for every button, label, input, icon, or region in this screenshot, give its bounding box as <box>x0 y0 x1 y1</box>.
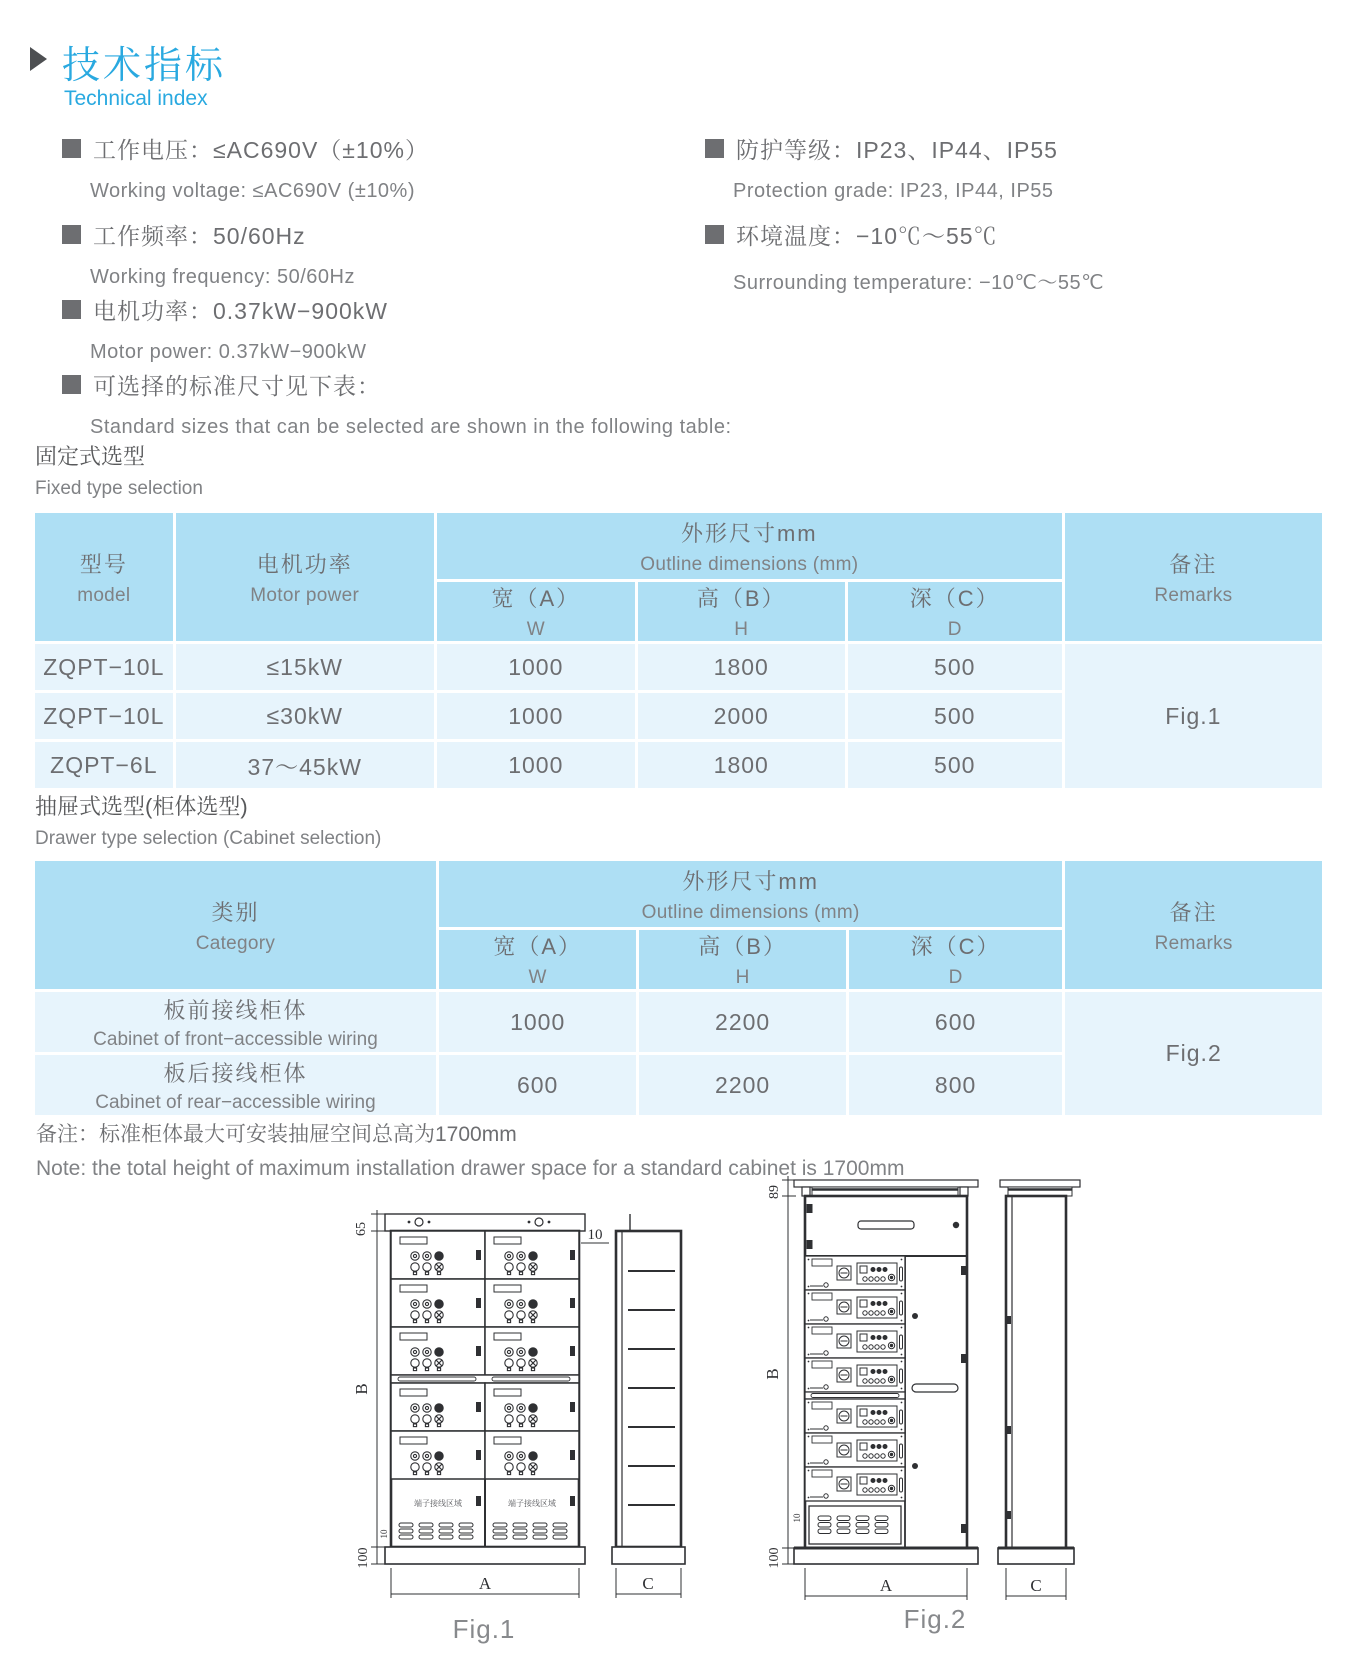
spec-zh: 电机功率：0.37kW−900kW <box>93 298 388 324</box>
fig1-dim-B: B <box>352 1383 371 1395</box>
note-en: Note: the total height of maximum installation drawer space for a standard cabinet is 1700mm <box>36 1157 905 1180</box>
arrow-icon <box>30 47 47 71</box>
spec-intro <box>62 368 732 439</box>
page-title: 技术指标 <box>62 45 227 87</box>
fig1-side-view <box>612 1214 685 1564</box>
fig2-caption: Fig.2 <box>903 1604 967 1634</box>
drawer-type-table <box>32 858 1325 1118</box>
spec-working-voltage <box>62 132 429 203</box>
spec-zh: 防护等级：IP23、IP44、IP55 <box>736 137 1058 163</box>
section-title-en: Drawer type selection (Cabinet selection) <box>35 828 382 849</box>
fig1-caption: Fig.1 <box>452 1614 516 1644</box>
cell-depth: 800 <box>849 1055 1063 1115</box>
cell-power: ≤30kW <box>176 693 434 739</box>
fig2-drawing <box>760 1166 1200 1606</box>
header-height: 高（B） H <box>638 582 845 641</box>
section-fixed-type <box>35 440 203 500</box>
header-width: 宽（A） W <box>439 930 636 989</box>
fig2-dim-B: B <box>763 1368 782 1380</box>
header-depth: 深（C） D <box>848 582 1062 641</box>
cell-power: 37～45kW <box>176 742 434 788</box>
cell-height: 2200 <box>639 1055 845 1115</box>
cell-width: 1000 <box>437 742 635 788</box>
cell-remarks: Fig.2 <box>1065 992 1322 1115</box>
cell-height: 1800 <box>638 644 845 690</box>
fig1-dim-10-top: 10 <box>587 1227 603 1243</box>
section-drawer-type <box>35 790 381 850</box>
spec-motor-power <box>62 293 388 364</box>
square-bullet-icon <box>62 225 81 244</box>
fig1-dim-65: 65 <box>354 1222 369 1236</box>
spec-zh: 工作频率：50/60Hz <box>93 223 306 249</box>
fig1-dim-10-vent: 10 <box>379 1529 389 1539</box>
fig1-dim-C: C <box>642 1574 654 1593</box>
header-outline-dimensions: 外形尺寸mm Outline dimensions (mm) <box>437 513 1062 579</box>
header-height: 高（B） H <box>639 930 845 989</box>
cell-category: 板后接线柜体 Cabinet of rear−accessible wiring <box>35 1055 436 1115</box>
fig2-dim-89: 89 <box>767 1185 782 1199</box>
square-bullet-icon <box>705 225 724 244</box>
header-remarks: 备注 Remarks <box>1065 513 1322 641</box>
spec-temperature <box>705 218 1104 295</box>
fig2-dim-10-vent: 10 <box>792 1513 802 1523</box>
fig1-front-view <box>385 1214 585 1564</box>
fig2-side-view <box>998 1180 1080 1564</box>
spec-working-frequency <box>62 218 355 289</box>
spec-en: Working voltage: ≤AC690V (±10%) <box>90 180 416 202</box>
spec-protection-grade <box>705 132 1058 203</box>
header-depth: 深（C） D <box>849 930 1063 989</box>
fig2-front-view <box>794 1180 978 1564</box>
fixed-type-table <box>32 510 1325 791</box>
note-zh: 备注：标准柜体最大可安装抽屉空间总高为1700mm <box>36 1123 517 1146</box>
table-row <box>35 644 1322 690</box>
header-motor-power: 电机功率 Motor power <box>176 513 434 641</box>
cell-depth: 500 <box>848 693 1062 739</box>
spec-en: Protection grade: IP23, IP44, IP55 <box>733 180 1054 202</box>
terminal-area-label: 端子接线区域 <box>414 1499 462 1508</box>
spec-zh: 工作电压：≤AC690V（±10%） <box>93 137 429 163</box>
header-outline-dimensions: 外形尺寸mm Outline dimensions (mm) <box>439 861 1062 927</box>
intro-zh: 可选择的标准尺寸见下表： <box>93 373 381 399</box>
cell-depth: 500 <box>848 644 1062 690</box>
square-bullet-icon <box>705 139 724 158</box>
fig1-dim-A: A <box>478 1574 492 1593</box>
header-category: 类别 Category <box>35 861 436 989</box>
cell-width: 1000 <box>437 644 635 690</box>
square-bullet-icon <box>62 300 81 319</box>
cell-model: ZQPT−10L <box>35 644 173 690</box>
header-model: 型号 model <box>35 513 173 641</box>
square-bullet-icon <box>62 375 81 394</box>
fig2-dim-A: A <box>879 1576 893 1595</box>
section-title-zh: 抽屉式选型(柜体选型) <box>35 794 248 819</box>
cell-width: 600 <box>439 1055 636 1115</box>
fig1-dim-100: 100 <box>356 1547 371 1569</box>
spec-zh: 环境温度：−10℃～55℃ <box>736 223 998 249</box>
table-row <box>35 992 1322 1052</box>
cell-width: 1000 <box>439 992 636 1052</box>
cell-remarks: Fig.1 <box>1065 644 1322 788</box>
section-title-zh: 固定式选型 <box>35 444 146 469</box>
cell-power: ≤15kW <box>176 644 434 690</box>
page-subtitle: Technical index <box>64 87 208 110</box>
cell-width: 1000 <box>437 693 635 739</box>
cell-depth: 600 <box>849 992 1063 1052</box>
header-width: 宽（A） W <box>437 582 635 641</box>
cell-depth: 500 <box>848 742 1062 788</box>
cell-height: 2000 <box>638 693 845 739</box>
square-bullet-icon <box>62 139 81 158</box>
terminal-area-label: 端子接线区域 <box>508 1499 556 1508</box>
cell-model: ZQPT−6L <box>35 742 173 788</box>
cell-category: 板前接线柜体 Cabinet of front−accessible wiring <box>35 992 436 1052</box>
cell-height: 2200 <box>639 992 845 1052</box>
spec-en: Working frequency: 50/60Hz <box>90 266 355 288</box>
fig1-drawing <box>341 1196 781 1606</box>
cell-height: 1800 <box>638 742 845 788</box>
spec-en: Motor power: 0.37kW−900kW <box>90 341 367 363</box>
spec-en: Surrounding temperature: −10℃～55℃ <box>733 272 1105 294</box>
fig2-dim-100: 100 <box>767 1547 782 1569</box>
intro-en: Standard sizes that can be selected are shown in the following table: <box>90 416 732 438</box>
fig2-dim-C: C <box>1030 1576 1042 1595</box>
cell-model: ZQPT−10L <box>35 693 173 739</box>
header-remarks: 备注 Remarks <box>1065 861 1322 989</box>
section-title-en: Fixed type selection <box>35 478 203 499</box>
